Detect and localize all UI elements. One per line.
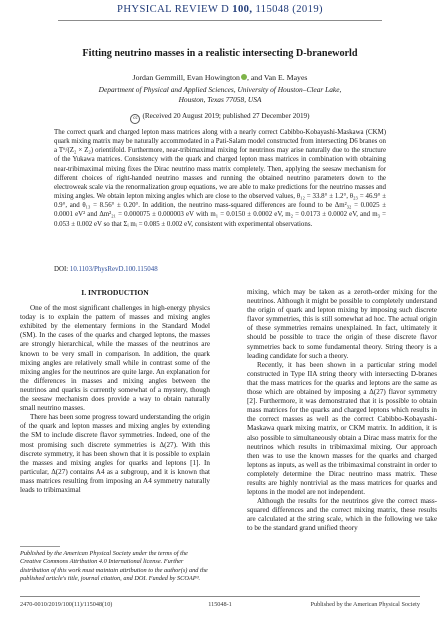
paragraph: Recently, it has been shown in a particular string model constructed in Type IIA string theory with intersecting D-branes that the mass matrices for the quarks and leptons are the same as those which are obtained by imposing a Δ(27) flavor symmetry [2]. Furthermore, it was demonstrated that it is possible to obtain mass matrices for the quarks and charged leptons which results in the correct masses as well as the correct Cabibbo-Kobayashi-Maskawa quark mixing matrix, or CKM matrix. In addition, it is also possible to simultaneously obtain a Dirac mass matrix for the neutrinos which results in tribimaximal mixing. Our approach then was to use the known masses for the quarks and charged leptons as inputs, as well as the tribimaximal constraint in order to completely determine the Dirac neutrino mass matrix. These results are highly nontrivial as the mass matrices for quarks and leptons in the model are not independent. <box>247 360 437 497</box>
abstract-text: The correct quark and charged lepton mass matrices along with a nearly correct Cabibbo-Kobayashi-Maskawa (CKM) quark mixing matrix may be naturally accommodated in a Pati-Salam model constructed from intersecting D6 branes on a T⁶/(Z₂ × Z₂) orientifold. Furthermore, near-tribimaximal mixing for neutrinos may arise naturally due to the structure of the Yukawa matrices. Consistency with the quark and charged lepton mass matrices in combination with obtaining near-tribimaximal mixing fixes the Dirac neutrino mass matrix completely. Then, applying the seesaw mechanism for different choices of right-handed neutrino masses and running the obtained neutrino parameters down to the electroweak scale via the renormalization group equations, we are able to make predictions for the neutrino masses and mixing angles. We obtain lepton mixing angles which are close to the observed values, θ₁₂ = 33.8° ± 1.2°, θ₂₃ = 46.9° ± 0.9°, and θ₁₃ = 8.56° ± 0.20°. In addition, the neutrino mass-squared differences are found to be Δm²₃₂ = 0.0025 ± 0.0001 eV² and Δm²₂₁ = 0.000075 ± 0.000003 eV with m₁ = 0.0150 ± 0.0002 eV, m₂ = 0.0173 ± 0.0002 eV, and m₃ = 0.053 ± 0.002 eV so that Σᵢ mᵢ = 0.085 ± 0.002 eV, consistent with experimental observations. <box>54 129 386 228</box>
open-access-icon: cc <box>130 114 140 124</box>
received-dates <box>20 112 420 124</box>
journal-article-id: 115048 (2019) <box>255 4 323 15</box>
affiliation-line-2: Houston, Texas 77058, USA <box>178 95 262 104</box>
paragraph: Although the results for the neutrinos give the correct mass-squared differences and the correct mixing matrix, these results are calculated at the string scale, which in the following we take to be the standard grand unified theory <box>247 497 437 533</box>
authors-tail: , and Van E. Mayes <box>246 73 308 82</box>
left-column <box>20 288 210 495</box>
authors-text: Jordan Gemmill, Evan Howington <box>132 73 240 82</box>
abstract <box>54 128 386 229</box>
journal-volume: 100, <box>232 4 253 15</box>
doi-line <box>54 266 158 273</box>
footnote-rule <box>20 546 60 547</box>
received-text: (Received 20 August 2019; published 27 December 2019) <box>142 112 310 120</box>
doi-link[interactable]: 10.1103/PhysRevD.100.115048 <box>69 266 158 273</box>
paper-title: Fitting neutrino masses in a realistic intersecting D-braneworld <box>82 48 358 59</box>
footer-rule <box>20 596 420 597</box>
paragraph: There has been some progress toward understanding the origin of the quark and lepton masses and mixing angles by extending the SM to include discrete flavor symmetries. Indeed, one of the most promising such discrete symmetries is Δ(27). With this discrete symmetry, it has been shown that it is possible to explain the masses and mixing angles for quarks and leptons [1]. In particular, Δ(27) contains A4 as a subgroup, and it is known that mass matrices resulting from imposing an A4 symmetry naturally leads to tribimaximal <box>20 413 210 494</box>
paragraph: One of the most significant challenges in high-energy physics today is to explain the pattern of masses and mixing angles exhibited by the elementary fermions in the Standard Model (SM). In the cases of the quarks and charged leptons, the masses are strongly hierarchical, while the masses of the neutrinos are known to be very small in comparison. In addition, the quark mixing angles are relatively small while in contrast some of the mixing angles for the neutrinos are quite large. An explanation for the differences in masses and mixing angles between the neutrinos and quarks is currently somewhat of a mystery, though the seesaw mechanism does provide a way to obtain naturally small neutrino masses. <box>20 304 210 413</box>
footer-publisher: Published by the American Physical Society <box>310 601 420 608</box>
license-footnote: Published by the American Physical Society under the terms of the Creative Commons Attribution 4.0 International license. Further distribution of this work must maintain attribution to the author(s) and the published article's title, journal citation, and DOI. Funded by SCOAP³. <box>20 550 208 582</box>
paragraph: mixing, which may be taken as a zeroth-order mixing for the neutrinos. Although it might be possible to completely understand the origin of quark and lepton mixing by imposing such discrete flavor symmetries, this is still somewhat ad hoc. The actual origin of these symmetries remains unexplained. In fact, ultimately it should be possible to trace the origin of these discrete flavor symmetries back to some fundamental theory. String theory is a leading candidate for such a theory. <box>247 288 437 360</box>
author-list <box>20 73 420 82</box>
affiliation-line-1: Department of Physical and Applied Sciences, University of Houston–Clear Lake, <box>98 85 342 94</box>
header-rule <box>58 20 382 21</box>
affiliation <box>40 85 400 105</box>
footer-issn: 2470-0010/2019/100(11)/115048(10) <box>20 601 113 608</box>
doi-label: DOI: <box>54 266 69 273</box>
journal-header <box>0 4 440 15</box>
right-column <box>247 288 437 534</box>
footer-page-number: 115048-1 <box>208 601 232 608</box>
section-heading: I. INTRODUCTION <box>81 288 149 297</box>
journal-name: PHYSICAL REVIEW D <box>117 4 230 15</box>
